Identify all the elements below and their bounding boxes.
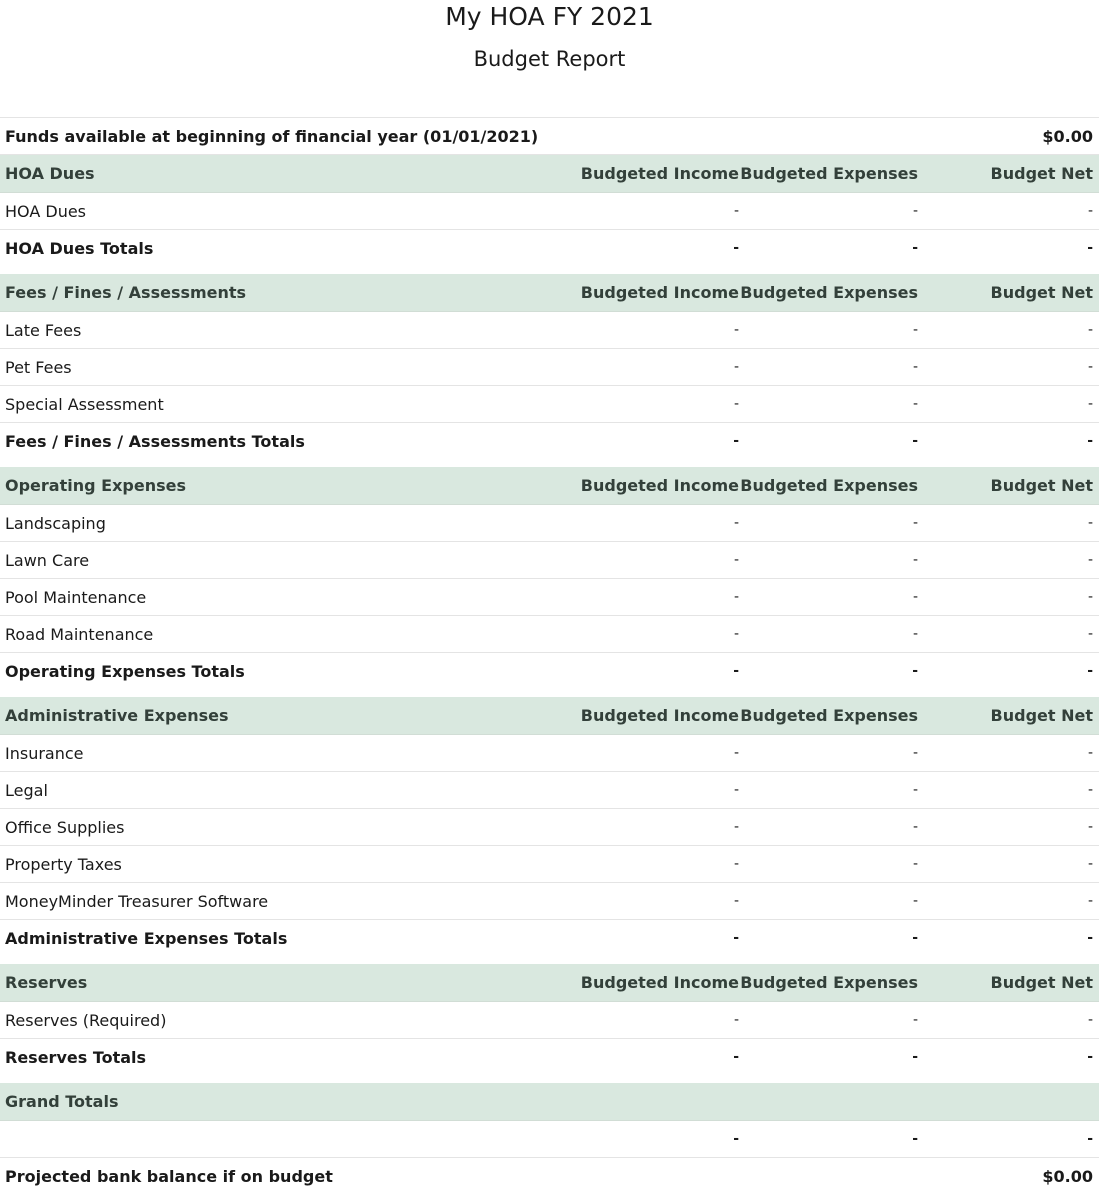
column-header-expenses: Budgeted Expenses — [740, 283, 918, 302]
report-subtitle: Budget Report — [473, 47, 626, 71]
column-header-net: Budget Net — [990, 973, 1093, 992]
line-item-income: - — [733, 322, 739, 338]
line-item-row — [0, 616, 1099, 653]
line-item-net: - — [1087, 515, 1093, 531]
budget-report-table — [0, 117, 1099, 1194]
line-item-row — [0, 386, 1099, 423]
section-header — [0, 155, 1099, 193]
funds-available-value: $0.00 — [1042, 126, 1093, 146]
funds-available-row — [0, 117, 1099, 155]
line-item-income: - — [733, 396, 739, 412]
line-item-row — [0, 883, 1099, 920]
line-item-income: - — [733, 1012, 739, 1028]
line-item-expenses: - — [912, 893, 918, 909]
section-totals-expenses: - — [912, 240, 918, 256]
line-item-row — [0, 542, 1099, 579]
section-totals-row — [0, 920, 1099, 956]
line-item-net: - — [1087, 819, 1093, 835]
line-item-expenses: - — [912, 782, 918, 798]
section-totals-income: - — [733, 433, 739, 449]
section-totals-income: - — [733, 663, 739, 679]
line-item-label: Pool Maintenance — [5, 587, 147, 607]
grand-totals-net: - — [1087, 1131, 1093, 1147]
line-item-income: - — [733, 515, 739, 531]
line-item-label: Lawn Care — [5, 550, 90, 570]
line-item-expenses: - — [912, 359, 918, 375]
section-totals-row — [0, 230, 1099, 266]
line-item-row — [0, 349, 1099, 386]
column-header-expenses: Budgeted Expenses — [740, 706, 918, 725]
line-item-expenses: - — [912, 396, 918, 412]
column-header-expenses: Budgeted Expenses — [740, 164, 918, 183]
line-item-expenses: - — [912, 589, 918, 605]
line-item-net: - — [1087, 893, 1093, 909]
line-item-label: Legal — [5, 780, 48, 800]
line-item-expenses: - — [912, 552, 918, 568]
section-totals-expenses: - — [912, 663, 918, 679]
line-item-expenses: - — [912, 856, 918, 872]
line-item-expenses: - — [912, 626, 918, 642]
line-item-net: - — [1087, 589, 1093, 605]
section-totals-row — [0, 423, 1099, 459]
column-header-income: Budgeted Income — [580, 973, 739, 992]
column-header-net: Budget Net — [990, 476, 1093, 495]
line-item-label: HOA Dues — [5, 201, 87, 221]
section-title: Administrative Expenses — [5, 706, 229, 725]
line-item-row — [0, 735, 1099, 772]
section-totals-income: - — [733, 240, 739, 256]
section-totals-income: - — [733, 1049, 739, 1065]
line-item-income: - — [733, 856, 739, 872]
report-sections — [0, 155, 1099, 1075]
line-item-net: - — [1087, 1012, 1093, 1028]
section-totals-expenses: - — [912, 433, 918, 449]
line-item-net: - — [1087, 856, 1093, 872]
funds-available-label: Funds available at beginning of financial year (01/01/2021) — [5, 126, 539, 146]
line-item-net: - — [1087, 396, 1093, 412]
grand-totals-row — [0, 1121, 1099, 1158]
line-item-net: - — [1087, 552, 1093, 568]
section-totals-label: Reserves Totals — [5, 1047, 147, 1067]
section-title: Fees / Fines / Assessments — [5, 283, 247, 302]
section-totals-net: - — [1087, 663, 1093, 679]
projected-balance-value: $0.00 — [1042, 1166, 1093, 1186]
projected-balance-label: Projected bank balance if on budget — [5, 1166, 333, 1186]
line-item-income: - — [733, 782, 739, 798]
column-header-income: Budgeted Income — [580, 476, 739, 495]
line-item-expenses: - — [912, 515, 918, 531]
section-totals-label: Fees / Fines / Assessments Totals — [5, 431, 305, 451]
line-item-net: - — [1087, 359, 1093, 375]
line-item-expenses: - — [912, 203, 918, 219]
line-item-expenses: - — [912, 819, 918, 835]
line-item-net: - — [1087, 782, 1093, 798]
line-item-label: Road Maintenance — [5, 624, 154, 644]
section-totals-label: HOA Dues Totals — [5, 238, 154, 258]
line-item-net: - — [1087, 203, 1093, 219]
line-item-net: - — [1087, 322, 1093, 338]
line-item-label: Special Assessment — [5, 394, 164, 414]
section-totals-net: - — [1087, 1049, 1093, 1065]
line-item-expenses: - — [912, 745, 918, 761]
line-item-label: MoneyMinder Treasurer Software — [5, 891, 269, 911]
line-item-row — [0, 579, 1099, 616]
line-item-label: Landscaping — [5, 513, 106, 533]
line-item-label: Property Taxes — [5, 854, 122, 874]
projected-balance-row — [0, 1158, 1099, 1194]
line-item-label: Office Supplies — [5, 817, 125, 837]
column-header-income: Budgeted Income — [580, 164, 739, 183]
section-totals-label: Operating Expenses Totals — [5, 661, 245, 681]
grand-totals-expenses: - — [912, 1131, 918, 1147]
line-item-row — [0, 1002, 1099, 1039]
line-item-income: - — [733, 745, 739, 761]
line-item-row — [0, 193, 1099, 230]
section-totals-net: - — [1087, 433, 1093, 449]
line-item-income: - — [733, 552, 739, 568]
section-totals-net: - — [1087, 930, 1093, 946]
section-title: Reserves — [5, 973, 88, 992]
line-item-expenses: - — [912, 1012, 918, 1028]
section-totals-net: - — [1087, 240, 1093, 256]
column-header-expenses: Budgeted Expenses — [740, 476, 918, 495]
section-header — [0, 274, 1099, 312]
line-item-expenses: - — [912, 322, 918, 338]
line-item-label: Reserves (Required) — [5, 1010, 167, 1030]
section-title: Operating Expenses — [5, 476, 186, 495]
line-item-label: Late Fees — [5, 320, 82, 340]
line-item-row — [0, 846, 1099, 883]
report-title: My HOA FY 2021 — [445, 2, 654, 31]
line-item-income: - — [733, 203, 739, 219]
column-header-income: Budgeted Income — [580, 706, 739, 725]
section-totals-row — [0, 1039, 1099, 1075]
line-item-income: - — [733, 893, 739, 909]
line-item-label: Pet Fees — [5, 357, 72, 377]
section-totals-expenses: - — [912, 1049, 918, 1065]
column-header-income: Budgeted Income — [580, 283, 739, 302]
section-title: HOA Dues — [5, 164, 95, 183]
line-item-income: - — [733, 589, 739, 605]
section-totals-expenses: - — [912, 930, 918, 946]
section-totals-row — [0, 653, 1099, 689]
column-header-net: Budget Net — [990, 283, 1093, 302]
line-item-row — [0, 505, 1099, 542]
line-item-net: - — [1087, 745, 1093, 761]
grand-totals-header — [0, 1083, 1099, 1121]
line-item-income: - — [733, 359, 739, 375]
section-header — [0, 964, 1099, 1002]
section-header — [0, 697, 1099, 735]
section-totals-label: Administrative Expenses Totals — [5, 928, 288, 948]
column-header-net: Budget Net — [990, 706, 1093, 725]
line-item-label: Insurance — [5, 743, 84, 763]
line-item-income: - — [733, 626, 739, 642]
line-item-row — [0, 312, 1099, 349]
section-header — [0, 467, 1099, 505]
section-totals-income: - — [733, 930, 739, 946]
column-header-expenses: Budgeted Expenses — [740, 973, 918, 992]
grand-totals-income: - — [733, 1131, 739, 1147]
grand-totals-label: Grand Totals — [5, 1092, 119, 1111]
line-item-income: - — [733, 819, 739, 835]
line-item-net: - — [1087, 626, 1093, 642]
line-item-row — [0, 809, 1099, 846]
line-item-row — [0, 772, 1099, 809]
column-header-net: Budget Net — [990, 164, 1093, 183]
